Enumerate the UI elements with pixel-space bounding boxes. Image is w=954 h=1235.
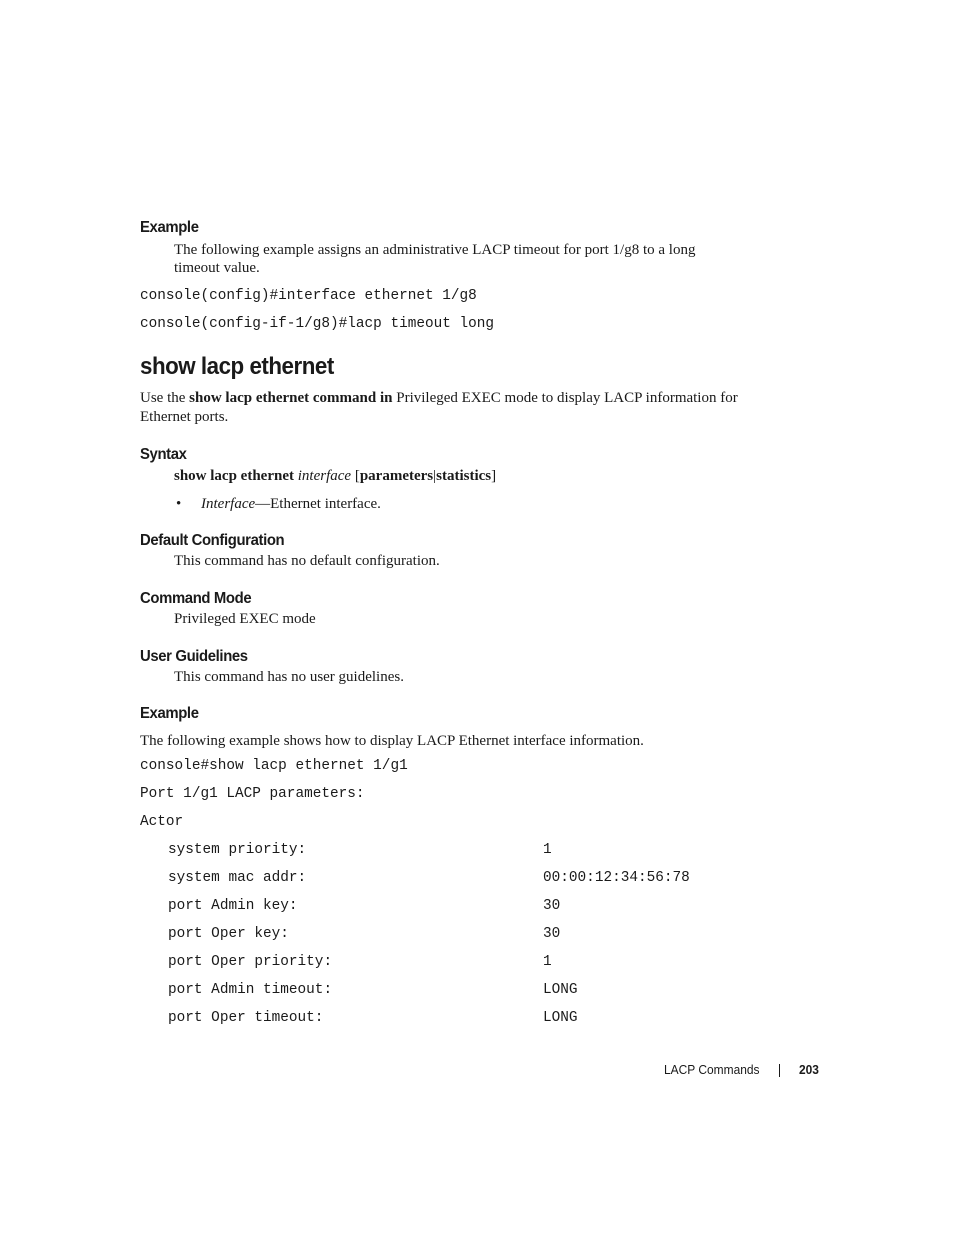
footer-separator: [779, 1064, 780, 1077]
command-mode-text: Privileged EXEC mode: [174, 611, 316, 627]
param-label: system mac addr:: [168, 870, 307, 886]
param-label: port Oper timeout:: [168, 1010, 324, 1026]
param-value: LONG: [543, 1010, 578, 1026]
param-label: port Admin key:: [168, 898, 298, 914]
default-configuration-text: This command has no default configuration.: [174, 553, 440, 569]
syntax-bracket: [: [351, 468, 360, 484]
param-value: LONG: [543, 982, 578, 998]
param-value: 00:00:12:34:56:78: [543, 870, 690, 886]
syntax-separator: |: [433, 468, 437, 484]
param-label: system priority:: [168, 842, 307, 858]
intro-line-1: [140, 389, 738, 408]
syntax-heading: Syntax: [140, 446, 187, 463]
example-description-line-1: The following example assigns an administrative LACP timeout for port 1/g8 to a long: [174, 242, 696, 258]
page-number: 203: [799, 1062, 819, 1077]
section-title: show lacp ethernet: [140, 353, 334, 380]
code-line: console(config)#interface ethernet 1/g8: [140, 288, 477, 304]
intro-text: Use the: [140, 390, 190, 406]
param-label: port Oper priority:: [168, 954, 333, 970]
param-label: port Oper key:: [168, 926, 289, 942]
bullet-description: —Ethernet interface.: [255, 496, 381, 512]
footer-section-name: LACP Commands: [664, 1062, 760, 1077]
intro-command: show lacp ethernet command in: [189, 390, 393, 406]
syntax-line: [174, 467, 496, 486]
example-heading: Example: [140, 219, 199, 236]
example-description-line-2: timeout value.: [174, 260, 260, 276]
intro-text: Privileged EXEC mode to display LACP information for: [392, 390, 738, 406]
user-guidelines-heading: User Guidelines: [140, 648, 248, 665]
syntax-option: parameters: [359, 468, 434, 484]
bullet-marker: •: [176, 496, 182, 512]
code-line: console(config-if-1/g8)#lacp timeout long: [140, 316, 495, 332]
syntax-option: statistics: [436, 468, 492, 484]
code-line: Actor: [140, 814, 184, 830]
param-value: 30: [543, 926, 561, 942]
bullet-item: [201, 495, 381, 514]
param-label: port Admin timeout:: [168, 982, 333, 998]
intro-line-2: Ethernet ports.: [140, 409, 229, 425]
example-heading: Example: [140, 705, 199, 722]
code-line: console#show lacp ethernet 1/g1: [140, 758, 408, 774]
default-configuration-heading: Default Configuration: [140, 532, 285, 549]
param-value: 30: [543, 898, 561, 914]
bullet-term: Interface: [201, 496, 256, 512]
command-mode-heading: Command Mode: [140, 590, 252, 607]
syntax-argument: interface: [297, 468, 352, 484]
syntax-command: show lacp ethernet: [174, 468, 294, 484]
example-description: The following example shows how to display LACP Ethernet interface information.: [140, 733, 644, 749]
code-line: Port 1/g1 LACP parameters:: [140, 786, 365, 802]
user-guidelines-text: This command has no user guidelines.: [174, 669, 404, 685]
param-value: 1: [543, 842, 552, 858]
syntax-bracket: ]: [491, 468, 497, 484]
param-value: 1: [543, 954, 552, 970]
